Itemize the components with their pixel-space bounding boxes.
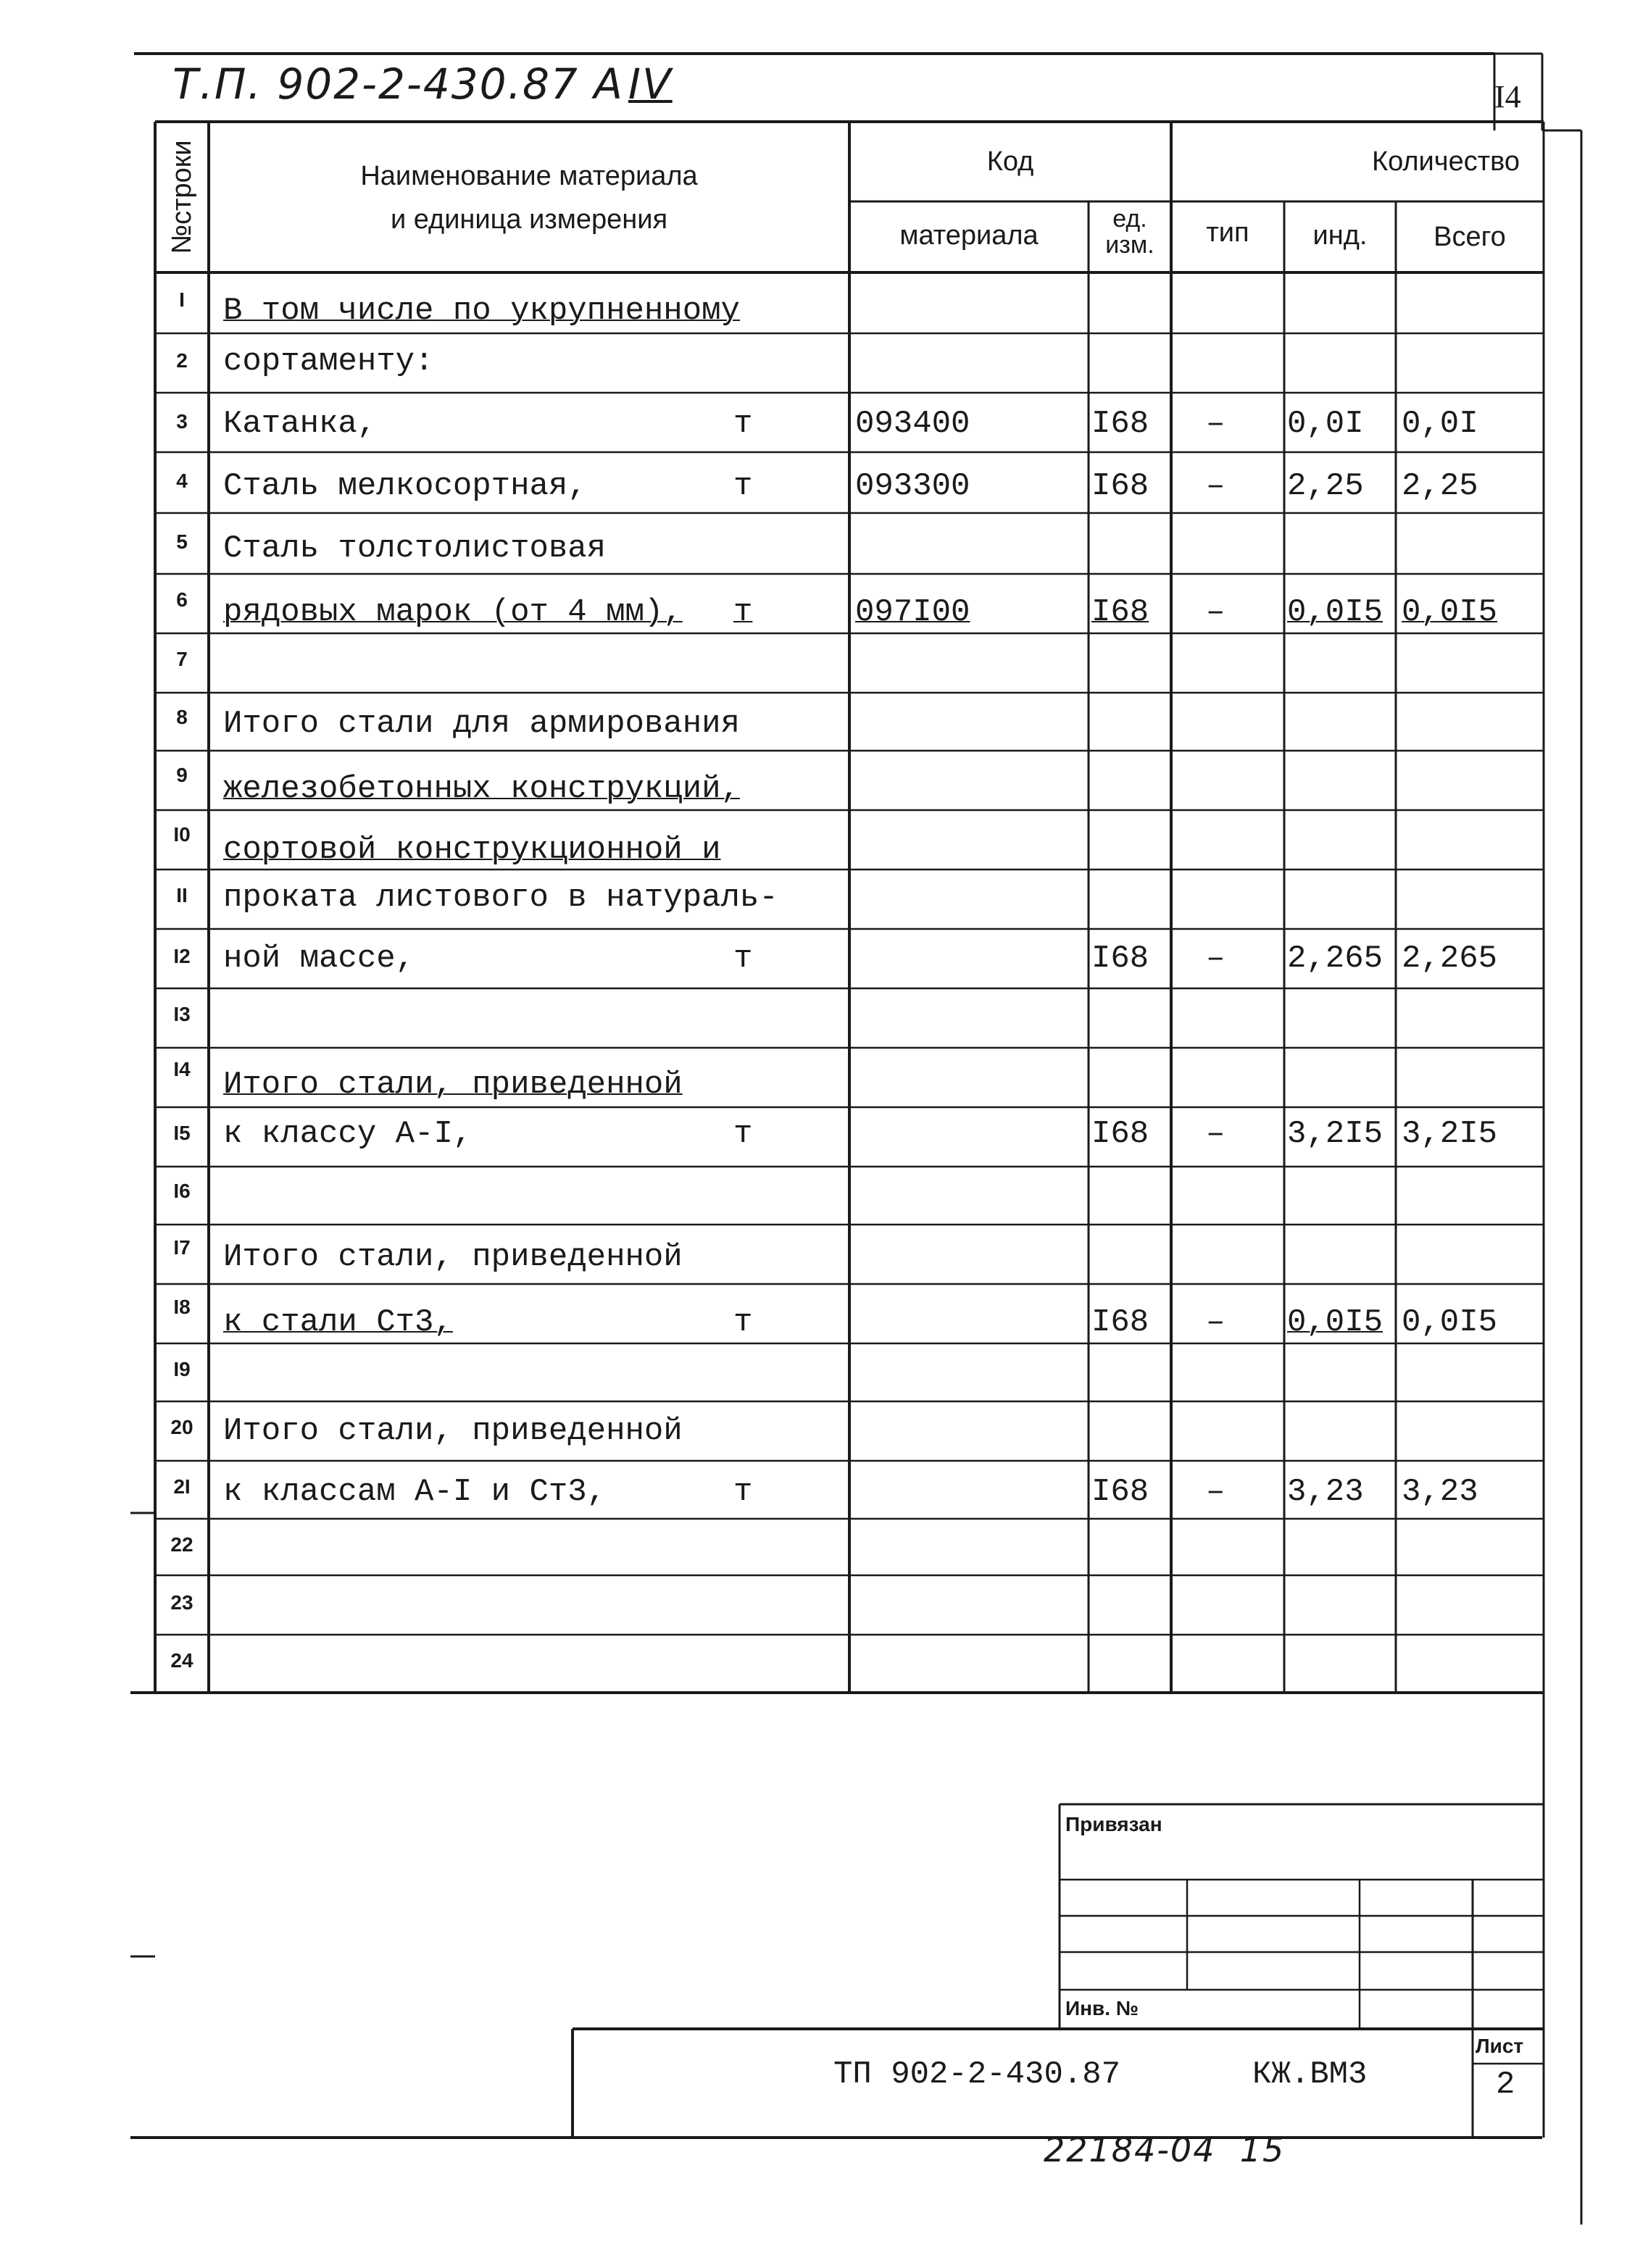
- row-type: –: [1206, 1474, 1226, 1510]
- row-number: 8: [176, 706, 188, 728]
- row-number: I0: [173, 823, 191, 846]
- column-header-name-line1: Наименование материала: [360, 161, 698, 191]
- stamp-document-code: ТП 902-2-430.87: [833, 2056, 1121, 2093]
- row-number: 7: [176, 648, 188, 670]
- row-number: 2I: [173, 1475, 191, 1498]
- row-material-code: 097I00: [855, 594, 970, 630]
- row-type: –: [1206, 594, 1226, 630]
- row-total: 3,23: [1402, 1474, 1478, 1510]
- row-total: 0,0I5: [1402, 594, 1498, 630]
- row-number: 24: [170, 1649, 194, 1672]
- row-name: Катанка,: [223, 406, 377, 442]
- row-ind: 0,0I5: [1287, 1304, 1383, 1341]
- column-header-quantity: Количество: [1371, 146, 1520, 177]
- column-header-ind: инд.: [1312, 220, 1368, 251]
- row-type: –: [1206, 468, 1226, 504]
- document-title-code: Т.П. 902-2-430.87 А: [172, 59, 624, 109]
- row-number: 22: [170, 1533, 194, 1556]
- row-name: к стали Ст3,: [223, 1304, 453, 1341]
- column-header-total: Всего: [1433, 222, 1506, 252]
- row-type: –: [1206, 1116, 1226, 1152]
- row-name: сортаменту:: [223, 343, 434, 380]
- row-total: 0,0I5: [1402, 1304, 1498, 1341]
- row-name: Итого стали, приведенной: [223, 1239, 683, 1275]
- stamp-inventory-label: Инв. №: [1065, 1997, 1139, 2019]
- row-type: –: [1206, 406, 1226, 442]
- row-number: I8: [173, 1296, 191, 1318]
- row-total: 3,2I5: [1402, 1116, 1498, 1152]
- row-unit: т: [733, 468, 753, 504]
- row-ind: 0,0I5: [1287, 594, 1383, 630]
- row-number: 4: [176, 470, 188, 492]
- row-number: 6: [176, 588, 188, 611]
- row-unit: т: [733, 1116, 753, 1152]
- column-header-name-line2: и единица измерения: [390, 204, 668, 235]
- row-type: –: [1206, 1304, 1226, 1341]
- row-name: к классам А-I и Ст3,: [223, 1474, 607, 1510]
- row-name: к классу А-I,: [223, 1116, 473, 1152]
- row-name: Итого стали, приведенной: [223, 1413, 683, 1449]
- row-unit-code: I68: [1091, 594, 1149, 630]
- row-number: I3: [173, 1003, 191, 1025]
- row-type: –: [1206, 941, 1226, 977]
- row-unit-code: I68: [1091, 1304, 1149, 1341]
- row-ind: 2,265: [1287, 941, 1383, 977]
- row-material-code: 093300: [855, 468, 970, 504]
- row-number: I4: [173, 1058, 191, 1080]
- stamp-bound-label: Привязан: [1065, 1813, 1162, 1835]
- row-number: I6: [173, 1180, 191, 1202]
- row-name: Итого стали, приведенной: [223, 1067, 683, 1103]
- row-number: 9: [176, 764, 188, 786]
- row-ind: 0,0I: [1287, 406, 1364, 442]
- row-unit-code: I68: [1091, 941, 1149, 977]
- row-unit: т: [733, 941, 753, 977]
- column-header-code: Код: [986, 146, 1034, 177]
- row-unit-code: I68: [1091, 1116, 1149, 1152]
- row-name: Сталь мелкосортная,: [223, 468, 587, 504]
- row-number: 2: [176, 349, 188, 372]
- row-number: I7: [173, 1236, 191, 1259]
- row-total: 0,0I: [1402, 406, 1478, 442]
- stamp-document-mark: КЖ.ВМ3: [1252, 2056, 1368, 2093]
- row-name: рядовых марок (от 4 мм),: [223, 594, 683, 630]
- stamp-sheet-label: Лист: [1476, 2035, 1524, 2057]
- column-header-unit-line1: ед.: [1112, 205, 1147, 233]
- row-unit: т: [733, 1304, 753, 1341]
- archive-number: 22184-04 15: [1044, 2130, 1286, 2169]
- row-unit: т: [733, 406, 753, 442]
- column-header-row-number: №строки: [167, 140, 197, 254]
- row-unit: т: [733, 1474, 753, 1510]
- row-number: 20: [170, 1416, 194, 1438]
- sheet-number: I4: [1494, 79, 1521, 114]
- row-name: ной массе,: [223, 941, 415, 977]
- row-number: II: [176, 884, 188, 906]
- row-unit: т: [733, 594, 753, 630]
- row-name: проката листового в натураль-: [223, 880, 778, 916]
- row-material-code: 093400: [855, 406, 970, 442]
- document-title-roman: IV: [628, 59, 673, 109]
- column-header-material-code: материала: [899, 220, 1039, 251]
- row-number: I2: [173, 945, 191, 967]
- column-header-unit-line2: изм.: [1105, 231, 1154, 259]
- row-ind: 3,23: [1287, 1474, 1364, 1510]
- row-number: I9: [173, 1358, 191, 1380]
- row-name: Итого стали для армирования: [223, 706, 740, 742]
- row-name: В том числе по укрупненному: [223, 293, 740, 329]
- row-number: I5: [173, 1122, 191, 1144]
- row-name: сортовой конструкционной и: [223, 832, 721, 868]
- row-number: I: [179, 288, 185, 311]
- row-total: 2,265: [1402, 941, 1498, 977]
- row-unit-code: I68: [1091, 1474, 1149, 1510]
- row-ind: 3,2I5: [1287, 1116, 1383, 1152]
- row-total: 2,25: [1402, 468, 1478, 504]
- row-number: 5: [176, 530, 188, 553]
- row-number: 23: [170, 1591, 194, 1614]
- stamp-sheet-value: 2: [1496, 2067, 1515, 2103]
- row-number: 3: [176, 410, 188, 433]
- row-ind: 2,25: [1287, 468, 1364, 504]
- column-header-type: тип: [1206, 217, 1249, 248]
- row-unit-code: I68: [1091, 468, 1149, 504]
- row-unit-code: I68: [1091, 406, 1149, 442]
- row-name: Сталь толстолистовая: [223, 530, 607, 567]
- row-name: железобетонных конструкций,: [223, 771, 740, 807]
